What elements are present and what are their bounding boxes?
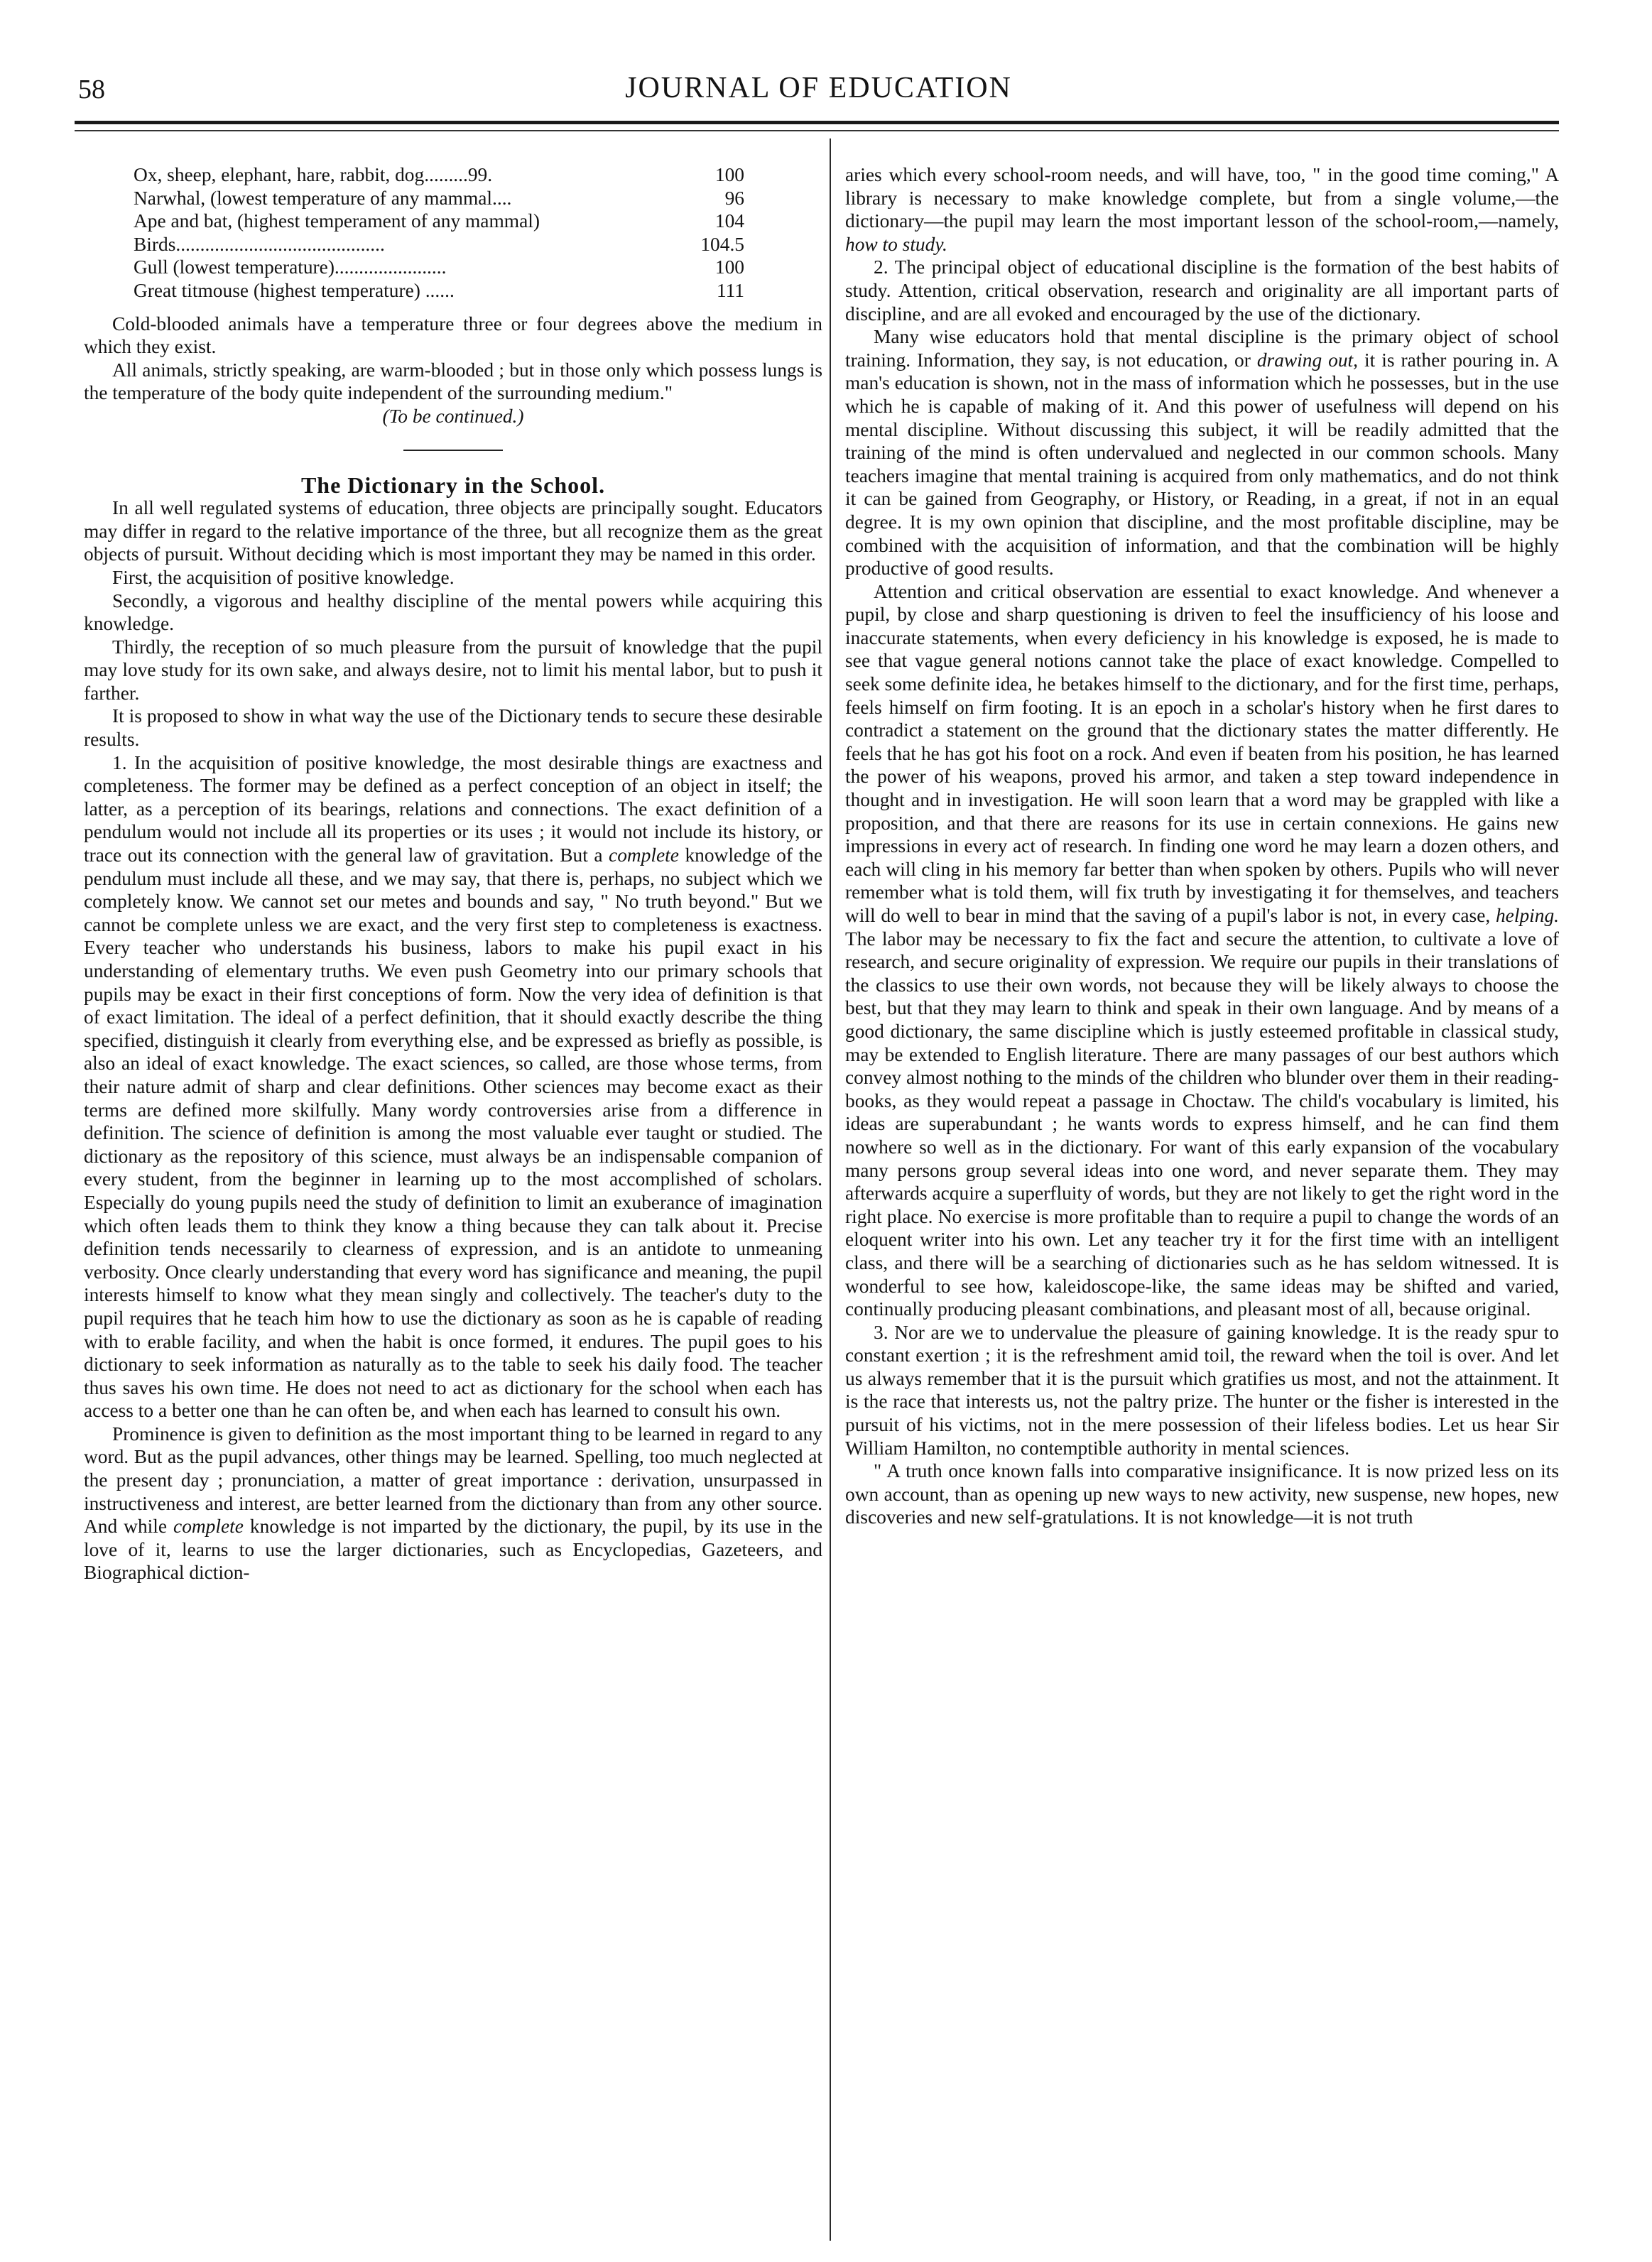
paragraph	[84, 1423, 822, 1584]
text-run: Attention and critical observation are essential to exact knowledge. And whenever a pupil, by close and sharp questioning is driven to feel the insufficiency of his loose and inaccurate statements, when every deficiency in his knowledge is exposed, he is made to see that vague general notions cannot take the place of exact knowledge. Compelled to seek some definite idea, he betakes himself to the dictionary, and for the first time, perhaps, feels himself on firm footing. It is an epoch in a scholar's history when he first dares to contradict a statement on the ground that the dictionary states the matter differently. He feels that he has got his foot on a rock. And even if beaten from his position, he has learned the power of his weapons, proved his armor, and taken a step toward independence in thought and in investigation. He will soon learn that a word may be grappled with like a proposition, and that there are reasons for its use in certain connexions. He gains new impressions in every act of research. In finding one word he may learn a dozen others, and each will cling in his memory far better than when spoken by others. Pupils who will never remember what is told them, will fix truth by investigating it for themselves, and teachers will do well to bear in mind that the saving of a pupil's labor is not, in every case,	[845, 580, 1559, 926]
section-divider	[403, 450, 503, 451]
paragraph: Cold-blooded animals have a temperature three or four degrees above the medium in which they exist.	[84, 312, 822, 358]
temperature-label: Great titmouse (highest temperature) ......	[134, 279, 455, 301]
paragraph: Secondly, a vigorous and healthy discipline of the mental powers while acquiring this knowledge.	[84, 589, 822, 635]
text-run: knowledge is not imparted by the dictionary, the pupil, by its use in the love of it, learns to use the larger dictionaries, such as Encyclopedias, Gazeteers, and Biographical diction-	[84, 1516, 822, 1584]
text-run: The labor may be necessary to fix the fact and secure the attention, to cultivate a love of research, and secure originality of expression. We require our pupils in their translations of the classics to use their own words, not because they will be likely always to choose the best, but that they may learn to think and speak in their own language. And by means of a good dictionary, the same discipline which is justly esteemed profitable in classical study, may be extended to English literature. There are many passages of our best authors which convey almost nothing to the minds of the children who blunder over them in their reading-books, as they would repeat a passage in Choctaw. The child's vocabulary is limited, his ideas are superabundant ; he wants words to express himself, and he can find them nowhere so well as in the dictionary. For want of this early expansion of the vocabulary many persons group several ideas into one word, and never separate them. They may afterwards acquire a superfluity of words, but they are not likely to get the right word in the right place. No exercise is more profitable than to require a pupil to change the words of an eloquent writer into his own. Let any teacher try it for the first time with an intelligent class, and there will be a searching of dictionaries such as he has seldom witnessed. It is wonderful to see how, kaleidoscope-like, the same ideas may be shifted and varied, continually producing pleasant combinations, and pleasant most of all, because original.	[845, 928, 1559, 1320]
temperature-label: Ape and bat, (highest temperament of any mammal)	[134, 210, 540, 232]
paragraph: 2. The principal object of educational discipline is the formation of the best habits of study. Attention, critical observation, research and originality are all important parts of discipline, and are all evoked and encouraged by the use of the dictionary.	[845, 256, 1559, 325]
page-number: 58	[78, 75, 105, 104]
text-run: aries which every school-room needs, and will have, too, " in the good time coming," A library is necessary to make knowledge complete, but from a single volume,—the dictionary—the pupil may learn the most important lesson of the school-room,—namely,	[845, 164, 1559, 232]
paragraph	[845, 580, 1559, 1321]
paragraph: All animals, strictly speaking, are warm-blooded ; but in those only which possess lungs is the temperature of the body quite independent of the surrounding medium."	[84, 359, 822, 404]
right-column	[845, 163, 1559, 1529]
text-run: Prominence is given to definition as the most important thing to be learned in regard to any word. But as the pupil advances, other things may be learned. Spelling, too much neglected at the present day ; pronunciation, a matter of great importance : derivation, unsurpassed in instructiveness and interest, are better learned from the dictionary than from any other source. And while	[84, 1423, 822, 1538]
paragraph	[845, 325, 1559, 580]
paragraph: 3. Nor are we to undervalue the pleasure of gaining knowledge. It is the ready spur to constant exertion ; it is the refreshment amid toil, the reward when the toil is over. And let us always remember that it is the pursuit which gratifies us most, and not the attainment. It is the race that interests us, not the paltry prize. The hunter or the fisher is interested in the pursuit of his victims, not in the mere possession of their lifeless bodies. Let us hear Sir William Hamilton, no contemptible authority in mental sciences.	[845, 1321, 1559, 1459]
temperature-row	[134, 187, 773, 210]
article-title: The Dictionary in the School.	[300, 472, 606, 498]
paragraph: In all well regulated systems of education, three objects are principally sought. Educators may differ in regard to the relative importance of the three, but all recognize them as the great objects of pursuit. Without deciding which is most important they may be named in this order.	[84, 497, 822, 565]
text-run: it is rather pouring in. A man's education is shown, not in the mass of information which he possesses, but in the use which he is capable of making of it. And this power of usefulness will depend on his mental discipline. Without discussing this subject, it will be readily admitted that the training of the mind is often undervalued and neglected in our common schools. Many teachers imagine that mental training is acquired from only mathematics, and do not think it can be gained from Geography, or History, or Reading, in a great, if not in an equal degree. It is my own opinion that discipline, and the most profitable discipline, may be combined with the acquisition of information, and that the combination will be highly productive of good results.	[845, 349, 1559, 580]
temperature-row	[134, 233, 773, 256]
paragraph: " A truth once known falls into comparative insignificance. It is now prized less on its own account, than as opening up new ways to new activity, new suspense, new hopes, new discoveries and new self-gratulations. It is not knowledge—it is not truth	[845, 1460, 1559, 1528]
running-head	[78, 71, 1559, 114]
header-rule-thin	[75, 130, 1559, 131]
paragraph	[845, 163, 1559, 256]
text-run: knowledge of the pendulum must include all these, and we may say, that there is, perhaps, no subject which we completely know. We cannot set our metes and bounds and say, " No truth beyond." But we cannot be complete unless we are exact, and the very first step to completeness is exactness. Every teacher who understands his business, labors to make his pupil exact in his understanding of elementary truths. We even push Geometry into our primary schools that pupils may be exact in their first conceptions of form. Now the very idea of definition is that of exact limitation. The ideal of a perfect definition, that it should exactly describe the thing specified, distinguish it clearly from everything else, and be expressed as briefly as possible, is also an ideal of exact knowledge. The exact sciences, so called, are those whose terms, from their nature admit of sharp and clear definitions. Other sciences may become exact as their terms are defined more skilfully. Many wordy controversies arise from a difference in definition. The science of definition is among the most valuable ever taught or studied. The dictionary as the repository of this science, must always be an indispensable companion of every student, from the beginner in learning up to the most accomplished of scholars. Especially do young pupils need the study of definition to limit an exuberance of imagination which often leads them to think they know a thing because they can talk about it. Precise definition tends necessarily to clearness of expression, and is an antidote to unmeaning verbosity. Once clearly understanding that every word has significance and meaning, the pupil interests himself to know what they mean singly and collectively. The teacher's duty to the pupil requires that he teach him how to use the dictionary as soon as he is capable of reading with to erable facility, and when the habit is once formed, it endures. The pupil goes to his dictionary to seek information as naturally as to the table to seek his daily food. The teacher thus saves his own time. He does not need to act as dictionary for the school when each has access to a better one than he can often be, and when each has learned to consult his own.	[84, 844, 822, 1422]
paragraph: Thirdly, the reception of so much pleasure from the pursuit of knowledge that the pupil may love study for its own sake, and always desire, not to limit his mental labor, but to push it farther.	[84, 636, 822, 704]
column-divider	[830, 138, 831, 2241]
temperature-value: 96	[724, 187, 744, 209]
emphasis: complete	[609, 844, 679, 866]
paragraph: First, the acquisition of positive knowledge.	[112, 566, 455, 588]
emphasis: drawing out,	[1256, 349, 1359, 371]
temperature-value: 111	[716, 279, 744, 301]
to-be-continued: (To be continued.)	[382, 405, 524, 427]
temperature-row	[134, 256, 773, 279]
text-run: Many wise educators hold that mental discipline is the primary object of school training. Information, they say, is not education, or	[845, 326, 1559, 371]
temperature-row	[134, 279, 773, 303]
temperature-label: Birds...........................................	[134, 233, 385, 255]
left-column	[84, 163, 822, 1584]
temperature-label: Narwhal, (lowest temperature of any mammal....	[134, 187, 512, 209]
emphasis: how to study.	[845, 233, 947, 255]
text-run: 1. In the acquisition of positive knowledge, the most desirable things are exactness and completeness. The former may be defined as a perfect conception of an object in itself; the latter, as a perception of its bearings, relations and connections. The exact definition of a pendulum would not include all its properties or its uses ; it would not include its history, or trace out its connection with the general law of gravitation. But a	[84, 751, 822, 866]
temperature-table	[134, 163, 773, 303]
emphasis: complete	[173, 1516, 244, 1538]
paragraph	[84, 751, 822, 1423]
temperature-value: 100	[714, 164, 744, 185]
temperature-label: Gull (lowest temperature).......................	[134, 256, 447, 278]
temperature-label: Ox, sheep, elephant, hare, rabbit, dog.........99.	[134, 164, 493, 185]
temperature-value: 104	[714, 210, 744, 232]
emphasis: helping.	[1495, 905, 1559, 926]
paragraph: It is proposed to show in what way the use of the Dictionary tends to secure these desirable results.	[84, 705, 822, 751]
temperature-row	[134, 163, 773, 187]
journal-title: JOURNAL OF EDUCATION	[625, 72, 1012, 104]
temperature-row	[134, 210, 773, 233]
header-rule	[75, 121, 1559, 124]
temperature-value: 100	[714, 256, 744, 278]
temperature-value: 104.5	[700, 233, 744, 255]
